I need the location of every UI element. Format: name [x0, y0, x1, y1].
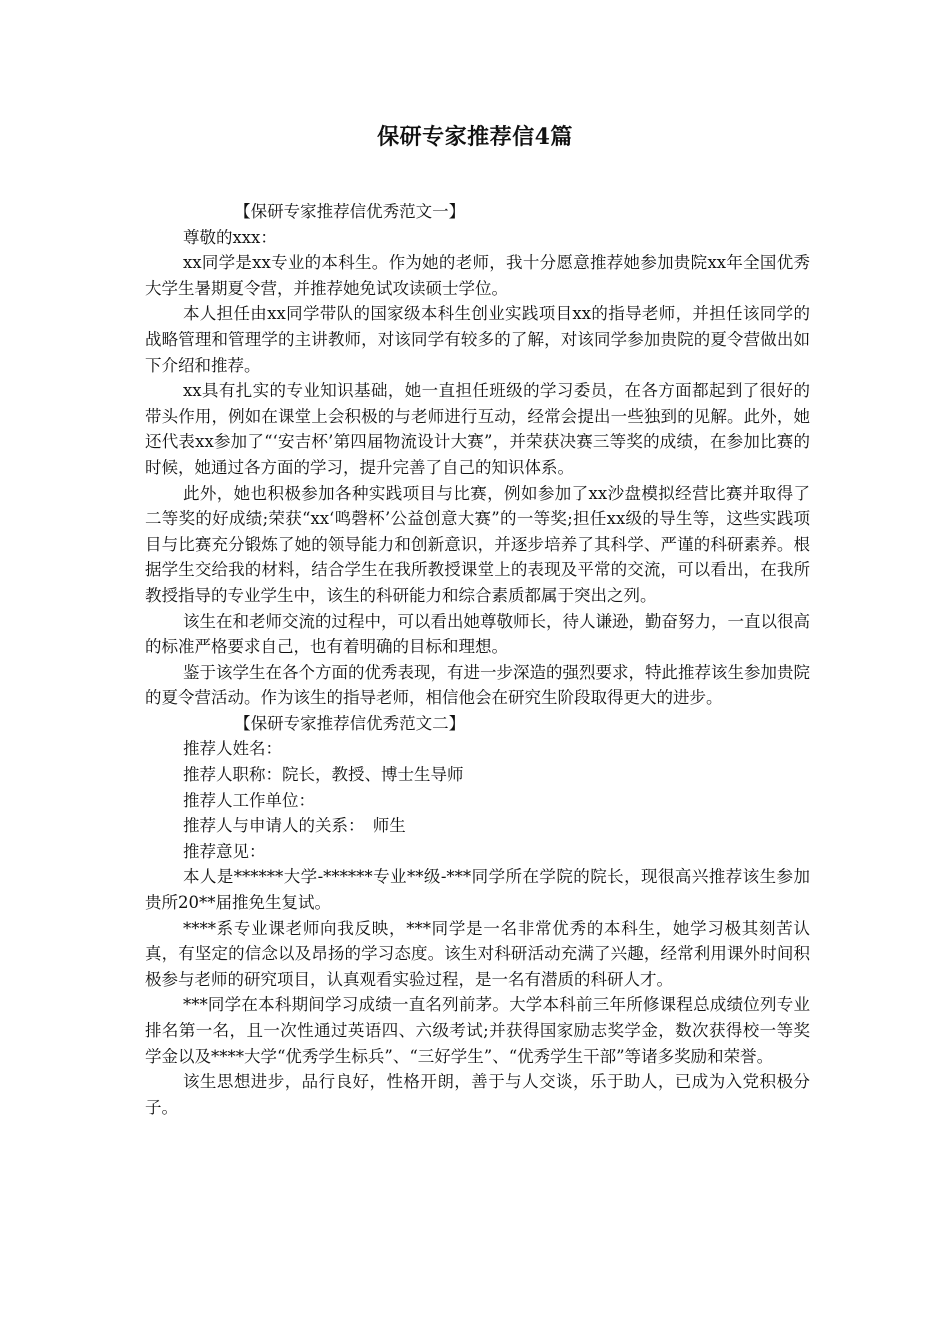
paragraph: 此外，她也积极参加各种实践项目与比赛，例如参加了xx沙盘模拟经营比赛并取得了二等奖的好成绩;荣获“xx‘鸣磬杯’公益创意大赛”的一等奖;担任xx级的导生等，这些实践项目与比赛充分锻炼了她的领导能力和创新意识，并逐步培养了其科学、严谨的科研素养。根据学生交给我的材料，结合学生在我所教授课堂上的表现及平常的交流，可以看出，在我所教授指导的专业学生中，该生的科研能力和综合素质都属于突出之列。 [145, 483, 810, 605]
recommender-name-line: 推荐人姓名： [182, 739, 282, 759]
paragraph: 本人担任由xx同学带队的国家级本科生创业实践项目xx的指导老师，并担任该同学的战略管理和管理学的主讲教师，对该同学有较多的了解，对该同学参加贵院的夏令营做出如下介绍和推荐。 [145, 304, 810, 375]
recommender-unit-line: 推荐人工作单位： [182, 790, 315, 810]
recommender-title-line: 推荐人职称：院长，教授、博士生导师 [182, 765, 464, 785]
paragraph: 该生思想进步，品行良好，性格开朗，善于与人交谈，乐于助人，已成为入党积极分子。 [145, 1072, 810, 1117]
document-title: 保研专家推荐信4篇 [377, 124, 573, 150]
paragraph: xx具有扎实的专业知识基础，她一直担任班级的学习委员，在各方面都起到了很好的带头作用，例如在课堂上会积极的与老师进行互动，经常会提出一些独到的见解。此外，她还代表xx参加了“‘安吉杯’第四届物流设计大赛”，并荣获决赛三等奖的成绩，在参加比赛的时候，她通过各方面的学习，提升完善了自己的知识体系。 [145, 381, 810, 477]
document-body [145, 199, 810, 1120]
salutation: 尊敬的xxx： [182, 227, 277, 247]
section-heading: 【保研专家推荐信优秀范文一】 [234, 202, 466, 221]
recommendation-opinion-label: 推荐意见： [182, 841, 266, 861]
paragraph: ****系专业课老师向我反映，***同学是一名非常优秀的本科生，她学习极其刻苦认真，有坚定的信念以及昂扬的学习态度。该生对科研活动充满了兴趣，经常利用课外时间积极参与老师的研究项目，认真观看实验过程，是一名有潜质的科研人才。 [145, 918, 810, 989]
paragraph: ***同学在本科期间学习成绩一直名列前茅。大学本科前三年所修课程总成绩位列专业排名第一名，且一次性通过英语四、六级考试;并获得国家励志奖学金，数次获得校一等奖学金以及****大学“优秀学生标兵”、“三好学生”、“优秀学生干部”等诸多奖励和荣誉。 [145, 995, 810, 1066]
paragraph: 鉴于该学生在各个方面的优秀表现，有进一步深造的强烈要求，特此推荐该生参加贵院的夏令营活动。作为该生的指导老师，相信他会在研究生阶段取得更大的进步。 [145, 662, 810, 708]
section-heading: 【保研专家推荐信优秀范文二】 [234, 713, 466, 733]
recommender-relation-line: 推荐人与申请人的关系： 师生 [182, 816, 406, 836]
paragraph: 该生在和老师交流的过程中，可以看出她尊敬师长，待人谦逊，勤奋努力，一直以很高的标准严格要求自己，也有着明确的目标和理想。 [145, 611, 810, 657]
paragraph: 本人是******大学-******专业**级-***同学所在学院的院长，现很高兴推荐该生参加贵所20**届推免生复试。 [145, 867, 810, 913]
paragraph: xx同学是xx专业的本科生。作为她的老师，我十分愿意推荐她参加贵院xx年全国优秀大学生暑期夏令营，并推荐她免试攻读硕士学位。 [145, 253, 810, 298]
